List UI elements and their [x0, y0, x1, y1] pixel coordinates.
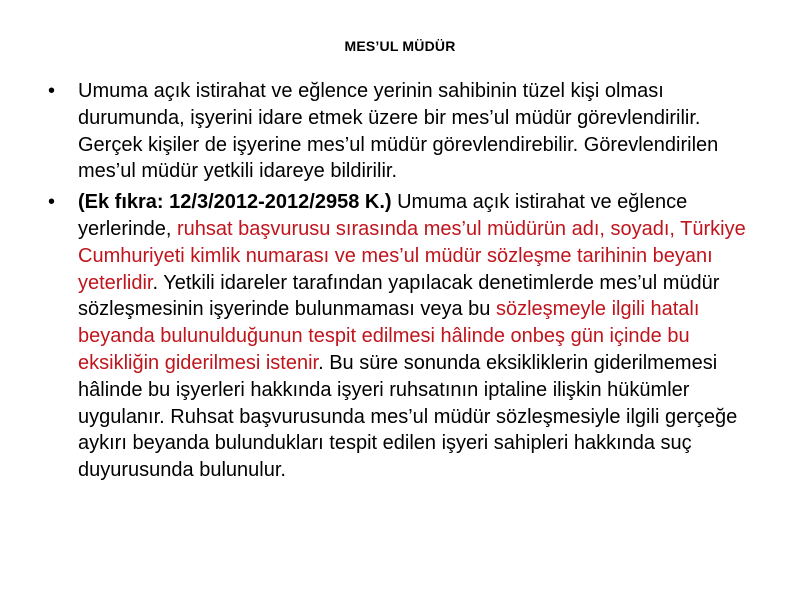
bullet-item-1	[44, 78, 764, 185]
bullet-2-reference: (Ek fıkra: 12/3/2012-2012/2958 K.)	[78, 191, 392, 214]
bullet-list	[44, 78, 764, 488]
bullet-icon: •	[48, 80, 56, 102]
bullet-2-text-part: . Bu süre sonunda eksikliklerin giderilmemesi hâlinde bu işyerleri hakkında işyeri ruhsatının iptaline ilişkin hükümler uygulanır. Ruhsat başvurusunda mes’ul müdür sözleşmesiyle ilgili gerçeğe aykırı beyanda bulundukları tespit edilen işyeri sahipleri hakkında suç duyurusunda bulunulur.	[78, 351, 738, 482]
bullet-2-text-part: Umuma açık istirahat ve eğlence yerlerinde,	[78, 191, 688, 240]
bullet-2-highlight-text: sözleşmeyle ilgili hatalı beyanda bulunulduğunun tespit edilmesi hâlinde onbeş gün içinde bu eksikliğin giderilmesi istenir	[78, 298, 700, 374]
bullet-icon: •	[48, 191, 56, 214]
bullet-2-highlight-text: ruhsat başvurusu sırasında mes’ul müdürün adı, soyadı, Türkiye Cumhuriyeti kimlik numarası ve mes’ul müdür sözleşme tarihinin beyanı yeterlidir	[78, 217, 746, 294]
bullet-1-text: Umuma açık istirahat ve eğlence yerinin sahibinin tüzel kişi olması durumunda, işyerini idare etmek üzere bir mes’ul müdür görevlendirilir. Gerçek kişiler de işyerine mes’ul müdür görevlendirebilir. Görevlendirilen mes’ul müdür yetkili idareye bildirilir.	[78, 80, 719, 183]
bullet-2-text-part: . Yetkili idareler tarafından yapılacak denetimlerde mes’ul müdür sözleşmesinin işyerinde bulunmaması veya bu	[78, 271, 720, 321]
slide-title: MES’UL MÜDÜR	[344, 38, 456, 54]
bullet-item-2	[44, 189, 764, 484]
